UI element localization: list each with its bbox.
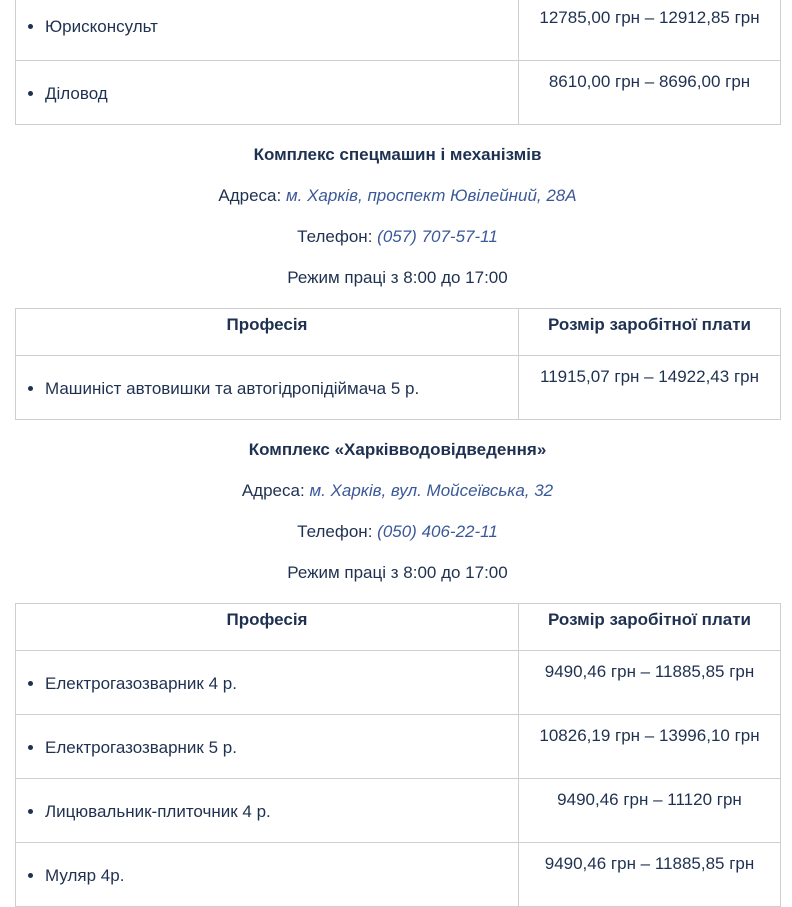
header-salary: Розмір заробітної плати <box>519 309 781 356</box>
phone-line: Телефон: (050) 406-22-11 <box>297 522 498 541</box>
work-hours: Режим праці з 8:00 до 17:00 <box>287 563 508 582</box>
profession-item: • Діловод <box>45 84 518 104</box>
header-salary: Розмір заробітної плати <box>519 604 781 651</box>
salary-cell: 10826,19 грн – 13996,10 грн <box>519 715 781 779</box>
department-title: Комплекс «Харківводовідведення» <box>248 440 547 459</box>
table-row <box>16 0 781 61</box>
table-row <box>16 61 781 125</box>
salary-cell: 8610,00 грн – 8696,00 грн <box>519 61 781 125</box>
header-profession: Професія <box>16 604 519 651</box>
page-content <box>15 0 780 907</box>
profession-item: • Муляр 4р. <box>45 866 518 886</box>
department-info <box>15 440 780 583</box>
salary-cell: 12785,00 грн – 12912,85 грн <box>519 0 781 61</box>
phone-line: Телефон: (057) 707-57-11 <box>297 227 498 246</box>
vacancies-table-1 <box>15 0 781 125</box>
address-link[interactable]: м. Харків, проспект Ювілейний, 28А <box>285 186 577 205</box>
address-link[interactable]: м. Харків, вул. Мойсеївська, 32 <box>309 481 554 500</box>
vacancies-table-3 <box>15 603 781 907</box>
profession-item: • Машиніст автовишки та автогідропідіймача 5 р. <box>45 379 518 399</box>
vacancies-table-2 <box>15 308 781 420</box>
phone-link[interactable]: (050) 406-22-11 <box>377 522 498 541</box>
table-row <box>16 651 781 715</box>
table-row <box>16 715 781 779</box>
salary-cell: 9490,46 грн – 11885,85 грн <box>519 843 781 907</box>
salary-cell: 9490,46 грн – 11120 грн <box>519 779 781 843</box>
work-hours: Режим праці з 8:00 до 17:00 <box>287 268 508 287</box>
address-line: Адреса: м. Харків, вул. Мойсеївська, 32 <box>241 481 554 500</box>
department-info <box>15 145 780 288</box>
profession-item: • Електрогазозварник 4 р. <box>45 674 518 694</box>
profession-item: • Юрисконсульт <box>45 17 518 37</box>
salary-cell: 9490,46 грн – 11885,85 грн <box>519 651 781 715</box>
address-line: Адреса: м. Харків, проспект Ювілейний, 28А <box>218 186 577 205</box>
header-profession: Професія <box>16 309 519 356</box>
table-header <box>16 604 781 651</box>
phone-link[interactable]: (057) 707-57-11 <box>377 227 498 246</box>
salary-cell: 11915,07 грн – 14922,43 грн <box>519 356 781 420</box>
profession-item: • Лицювальник-плиточник 4 р. <box>45 802 518 822</box>
table-header <box>16 309 781 356</box>
table-row <box>16 843 781 907</box>
department-title: Комплекс спецмашин і механізмів <box>253 145 542 164</box>
table-row <box>16 356 781 420</box>
table-row <box>16 779 781 843</box>
profession-item: • Електрогазозварник 5 р. <box>45 738 518 758</box>
